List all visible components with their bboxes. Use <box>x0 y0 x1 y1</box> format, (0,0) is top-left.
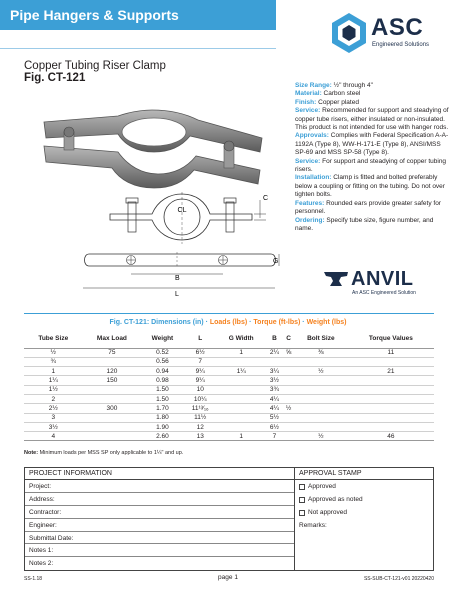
table-cell: 1.90 <box>141 422 183 431</box>
table-note: Note: Minimum loads per MSS SP only applicable to 1¼" and up. <box>24 450 184 456</box>
table-cell: 4 <box>24 432 83 441</box>
approval-stamp <box>295 468 434 570</box>
table-cell <box>294 357 348 366</box>
checkbox-icon[interactable] <box>299 497 305 503</box>
spec-item <box>295 132 449 157</box>
spec-text: Carbon steel <box>321 90 361 98</box>
table-cell: 0.98 <box>141 376 183 385</box>
anvil-word: ANVIL <box>351 268 414 290</box>
table-cell: 1 <box>217 348 266 357</box>
header-rule <box>0 48 276 49</box>
table-cell: 1½ <box>24 385 83 394</box>
table-cell <box>217 385 266 394</box>
table-cell: 9¼ <box>184 367 217 376</box>
table-cell <box>283 385 294 394</box>
approval-stamp-title: APPROVAL STAMP <box>295 468 434 480</box>
table-cell <box>217 404 266 413</box>
spec-text: Copper plated <box>316 98 359 106</box>
spec-text: Complies with Federal Specification A-A-1192A (Type 8), WW-H-171-E (Type 8), ANSI/MSS SP-69 and MSS SP-58 (Type 8). <box>295 132 449 157</box>
checkbox-icon[interactable] <box>299 510 305 516</box>
logo-word: ASC <box>371 14 424 41</box>
table-cell <box>83 385 142 394</box>
remarks-label: Remarks: <box>299 521 327 529</box>
form-field[interactable]: Submittal Date: <box>25 532 294 545</box>
column-header: C <box>283 330 294 348</box>
spec-text: ½" through 4" <box>331 82 373 89</box>
caption-part: · <box>247 319 254 326</box>
table-rule <box>24 313 434 314</box>
table-cell <box>217 422 266 431</box>
table-cell: 1¼ <box>217 367 266 376</box>
table-cell: 3½ <box>266 376 284 385</box>
table-cell: ⅜ <box>294 348 348 357</box>
spec-text: Specify tube size, figure number, and name. <box>295 216 434 232</box>
table-cell: 2.60 <box>141 432 183 441</box>
column-header: L <box>184 330 217 348</box>
asc-hexagon-icon <box>330 12 368 54</box>
spec-text: Recommended for support and steadying of copper tube risers, either insulated or non-insulated. This product is not intended for use with hanger rods. <box>295 107 449 132</box>
column-header: Max Load <box>83 330 142 348</box>
table-cell: ½ <box>24 348 83 357</box>
c-label: C <box>263 195 269 202</box>
table-cell: 150 <box>83 376 142 385</box>
table-row <box>24 404 434 413</box>
table-cell: 1.50 <box>141 394 183 403</box>
table-cell: 2 <box>24 394 83 403</box>
table-cell <box>266 357 284 366</box>
spec-item <box>295 174 449 199</box>
table-cell: 10¼ <box>184 394 217 403</box>
table-cell: 4¼ <box>266 404 284 413</box>
table-cell <box>283 367 294 376</box>
caption-part: Weight (lbs) <box>306 319 347 326</box>
table-cell: 6½ <box>184 348 217 357</box>
column-header: G Width <box>217 330 266 348</box>
table-cell: 2¼ <box>266 348 284 357</box>
table-cell: 1 <box>217 432 266 441</box>
table-cell <box>83 432 142 441</box>
table-cell <box>348 376 434 385</box>
table-cell: 1¼ <box>24 376 83 385</box>
table-cell <box>283 357 294 366</box>
table-cell <box>294 404 348 413</box>
table-cell <box>217 376 266 385</box>
table-cell: 21 <box>348 367 434 376</box>
table-cell <box>283 376 294 385</box>
spec-label: Installation: <box>295 174 332 182</box>
table-cell <box>294 413 348 422</box>
spec-item <box>295 107 449 132</box>
table-row <box>24 422 434 431</box>
spec-item <box>295 217 449 234</box>
table-cell: 3¼ <box>266 367 284 376</box>
table-cell: 75 <box>83 348 142 357</box>
front-view-drawing <box>100 190 280 246</box>
table-cell: 6½ <box>266 422 284 431</box>
spec-text: Rounded ears provide greater safety for personnel. <box>295 199 441 216</box>
stamp-option[interactable] <box>295 493 434 506</box>
table-cell <box>294 376 348 385</box>
anvil-logo <box>323 266 433 300</box>
table-cell: 1.50 <box>141 385 183 394</box>
spec-text: For support and steadying of copper tubing risers. <box>295 157 447 174</box>
table-cell: 3¾ <box>266 385 284 394</box>
product-name: Copper Tubing Riser Clamp <box>24 60 166 72</box>
table-cell: 11¹³⁄₁₆ <box>184 404 217 413</box>
form-field[interactable]: Contractor: <box>25 506 294 519</box>
l-label: L <box>175 291 179 298</box>
table-cell: 11½ <box>184 413 217 422</box>
caption-part: · <box>300 319 307 326</box>
table-cell <box>283 422 294 431</box>
figure-number: Fig. CT-121 <box>24 72 86 84</box>
table-cell: ½ <box>283 404 294 413</box>
table-row <box>24 376 434 385</box>
column-header: Torque Values <box>348 330 434 348</box>
footer-document-id: SS-SUB-CT-121-v01 20220420 <box>363 576 434 582</box>
form-field[interactable]: Engineer: <box>25 519 294 532</box>
table-cell <box>348 404 434 413</box>
table-cell <box>283 432 294 441</box>
spec-item <box>295 99 449 107</box>
table-cell <box>294 394 348 403</box>
table-cell: 1.80 <box>141 413 183 422</box>
table-cell <box>217 394 266 403</box>
submittal-form <box>24 467 434 571</box>
table-cell: 2½ <box>24 404 83 413</box>
spec-text: Clamp is fitted and bolted preferably below a coupling or fitting on the tubing. Do not over tighten bolts. <box>295 174 445 199</box>
table-cell: 4¼ <box>266 394 284 403</box>
form-field[interactable]: Notes 2: <box>29 560 54 568</box>
table-cell: 10 <box>184 385 217 394</box>
table-cell <box>283 394 294 403</box>
anvil-icon <box>323 270 349 288</box>
spec-label: Approvals: <box>295 132 329 140</box>
caption-part: Torque (ft-lbs) <box>253 319 301 326</box>
table-row <box>24 385 434 394</box>
table-cell: 1.70 <box>141 404 183 413</box>
table-cell: 12 <box>184 422 217 431</box>
table-cell: 0.94 <box>141 367 183 376</box>
table-cell: 9¼ <box>184 376 217 385</box>
table-cell: 3½ <box>24 422 83 431</box>
spec-label: Finish: <box>295 98 317 106</box>
stamp-option-label: Not approved <box>308 508 348 516</box>
table-cell: 3 <box>24 413 83 422</box>
table-cell <box>217 413 266 422</box>
top-view-drawing <box>75 244 285 300</box>
column-header: Tube Size <box>24 330 83 348</box>
clamp-photo <box>38 108 268 190</box>
stamp-option-label: Approved <box>308 483 336 490</box>
table-cell <box>348 394 434 403</box>
table-cell: 7 <box>266 432 284 441</box>
logo-subtitle: Engineered Solutions <box>372 42 430 48</box>
footer-page-number: page 1 <box>218 574 238 581</box>
table-caption <box>0 319 456 326</box>
form-field[interactable]: Project: <box>25 480 294 493</box>
form-field[interactable]: Address: <box>25 493 294 506</box>
project-info <box>25 468 295 570</box>
table-cell <box>283 413 294 422</box>
spec-item <box>295 200 449 217</box>
spec-label: Size Range: <box>295 82 332 89</box>
table-cell: 1 <box>24 367 83 376</box>
g-label: G <box>273 258 279 265</box>
table-cell: 0.52 <box>141 348 183 357</box>
table-cell <box>294 422 348 431</box>
table-row <box>24 394 434 403</box>
table-cell <box>294 385 348 394</box>
b-label: B <box>175 275 180 282</box>
table-cell <box>83 413 142 422</box>
table-cell: 11 <box>348 348 434 357</box>
table-cell: 120 <box>83 367 142 376</box>
column-header: Bolt Size <box>294 330 348 348</box>
spec-item <box>295 82 449 90</box>
table-cell: ¾ <box>24 357 83 366</box>
spec-label: Material: <box>295 90 322 98</box>
caption-part: Loads (lbs) <box>209 319 248 326</box>
table-cell: ⅝ <box>283 348 294 357</box>
column-header: B <box>266 330 284 348</box>
spec-label: Features: <box>295 199 325 207</box>
stamp-option[interactable] <box>295 480 434 493</box>
table-cell: ½ <box>294 432 348 441</box>
cl-label: CL <box>177 207 187 214</box>
table-cell <box>348 357 434 366</box>
caption-part: Fig. CT-121: Dimensions (in) · <box>109 319 210 326</box>
table-cell: ½ <box>294 367 348 376</box>
checkbox-icon[interactable] <box>299 484 305 490</box>
spec-item <box>295 90 449 98</box>
column-header: Weight <box>141 330 183 348</box>
footer-section-code: SS-1.18 <box>24 576 43 582</box>
table-cell <box>348 385 434 394</box>
header-title: Pipe Hangers & Supports <box>10 7 179 23</box>
spec-item <box>295 158 449 175</box>
table-cell <box>83 422 142 431</box>
table-cell <box>217 357 266 366</box>
table-cell <box>348 422 434 431</box>
project-info-title: PROJECT INFORMATION <box>25 468 294 480</box>
spec-label: Ordering: <box>295 216 325 224</box>
table-cell: 13 <box>184 432 217 441</box>
anvil-subtitle: An ASC Engineered Solution <box>352 290 416 296</box>
table-cell <box>348 413 434 422</box>
table-row <box>24 367 434 376</box>
stamp-option-label: Approved as noted <box>308 495 363 503</box>
table-cell: 300 <box>83 404 142 413</box>
table-cell: 0.56 <box>141 357 183 366</box>
table-cell: 46 <box>348 432 434 441</box>
table-cell: 5½ <box>266 413 284 422</box>
table-cell: 7 <box>184 357 217 366</box>
table-row <box>24 348 434 357</box>
table-row <box>24 413 434 422</box>
spec-label: Service: <box>295 157 321 165</box>
table-cell <box>83 357 142 366</box>
spec-label: Service: <box>295 107 321 115</box>
asc-logo <box>330 12 446 54</box>
spec-list <box>295 82 449 233</box>
dimensions-table <box>24 330 434 441</box>
stamp-option[interactable] <box>295 506 434 519</box>
form-field[interactable]: Notes 1: <box>25 544 294 557</box>
table-row <box>24 357 434 366</box>
table-row <box>24 432 434 441</box>
table-cell <box>83 394 142 403</box>
